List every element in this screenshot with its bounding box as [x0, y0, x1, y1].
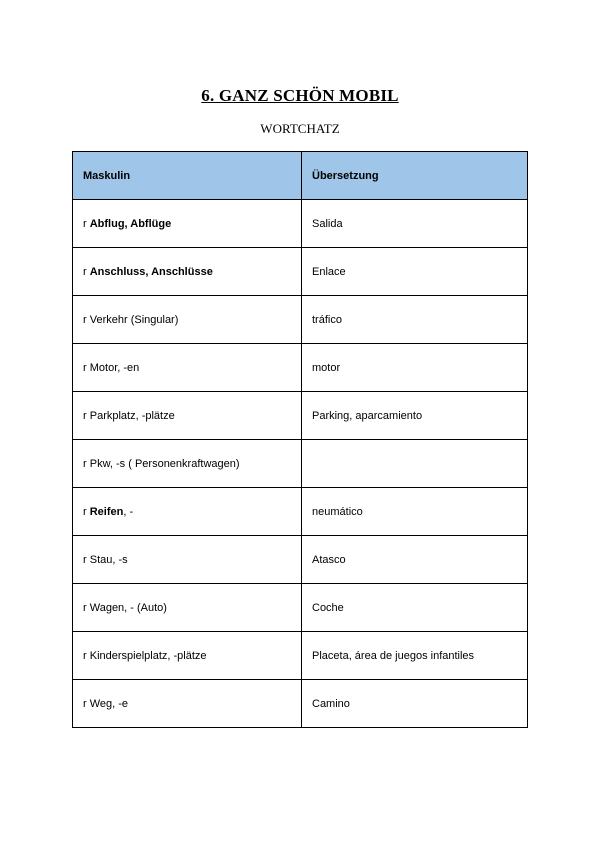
- term-word: Wagen, - (Auto): [89, 601, 167, 614]
- table-header-row: [73, 152, 528, 200]
- term-word: Motor, -en: [89, 361, 140, 374]
- term-cell: [73, 680, 302, 728]
- table-row: [73, 584, 528, 632]
- table-row: [73, 344, 528, 392]
- table-row: [73, 488, 528, 536]
- translation-cell: Salida: [302, 200, 528, 248]
- table-row: [73, 440, 528, 488]
- article-label: r: [83, 361, 90, 374]
- term-word: Abflug, Abflüge: [89, 217, 172, 230]
- term-cell: [73, 488, 302, 536]
- page-subtitle: WORTCHATZ: [260, 121, 340, 136]
- term-word: Weg, -e: [89, 697, 129, 710]
- translation-cell: [302, 440, 528, 488]
- article-label: r: [83, 313, 90, 326]
- term-cell: [73, 440, 302, 488]
- table-row: [73, 680, 528, 728]
- term-cell: [73, 344, 302, 392]
- article-label: r: [83, 505, 90, 518]
- table-row: [73, 536, 528, 584]
- article-label: r: [83, 553, 90, 566]
- article-label: r: [83, 265, 90, 278]
- translation-cell: Placeta, área de juegos infantiles: [302, 632, 528, 680]
- term-word: Stau, -s: [89, 553, 128, 566]
- vocabulary-table: [72, 151, 528, 728]
- term-cell: [73, 584, 302, 632]
- term-cell: [73, 392, 302, 440]
- table-row: [73, 296, 528, 344]
- term-cell: [73, 296, 302, 344]
- table-row: [73, 200, 528, 248]
- translation-cell: neumático: [302, 488, 528, 536]
- term-cell: [73, 248, 302, 296]
- table-row: [73, 632, 528, 680]
- translation-cell: motor: [302, 344, 528, 392]
- translation-cell: tráfico: [302, 296, 528, 344]
- translation-cell: Enlace: [302, 248, 528, 296]
- translation-cell: Atasco: [302, 536, 528, 584]
- term-word: Parkplatz, -plätze: [89, 409, 175, 422]
- column-header-translation: Übersetzung: [302, 152, 528, 200]
- translation-cell: Coche: [302, 584, 528, 632]
- page-title: 6. GANZ SCHÖN MOBIL: [201, 86, 399, 105]
- column-header-masculine: Maskulin: [73, 152, 302, 200]
- table-row: [73, 392, 528, 440]
- article-label: r: [83, 649, 90, 662]
- translation-cell: Parking, aparcamiento: [302, 392, 528, 440]
- term-cell: [73, 536, 302, 584]
- table-row: [73, 248, 528, 296]
- term-word: Verkehr (Singular): [89, 313, 179, 326]
- article-label: r: [83, 601, 90, 614]
- article-label: r: [83, 457, 90, 470]
- term-cell: [73, 200, 302, 248]
- term-cell: [73, 632, 302, 680]
- term-suffix: , -: [123, 505, 134, 518]
- term-word: Pkw, -s ( Personenkraftwagen): [89, 457, 240, 470]
- term-word: Reifen: [89, 505, 124, 518]
- term-word: Kinderspielplatz, -plätze: [89, 649, 207, 662]
- article-label: r: [83, 697, 90, 710]
- article-label: r: [83, 409, 90, 422]
- term-word: Anschluss, Anschlüsse: [89, 265, 213, 278]
- article-label: r: [83, 217, 90, 230]
- translation-cell: Camino: [302, 680, 528, 728]
